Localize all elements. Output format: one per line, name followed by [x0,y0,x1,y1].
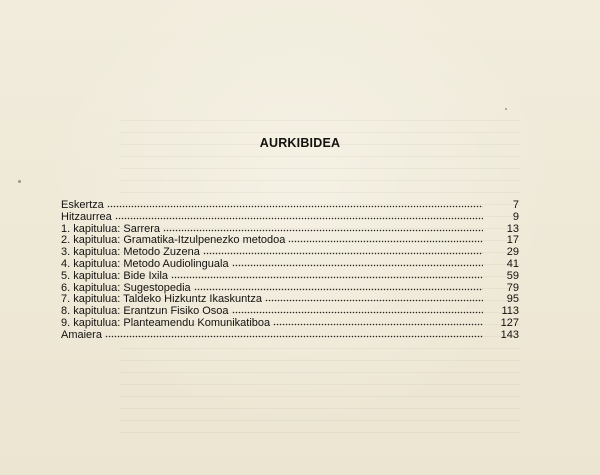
toc-dot-leader [273,317,483,326]
paper-speck [505,108,507,110]
toc-entry [61,211,519,223]
toc-entry [61,329,519,341]
toc-entry [61,246,519,258]
toc-entry-page: 143 [500,328,519,341]
toc-entry-label: 7. kapitulua: Taldeko Hizkuntz Ikaskuntza [61,293,262,306]
toc-dot-leader [194,282,483,291]
toc-dot-leader [203,246,483,255]
toc-entry [61,293,519,305]
toc-entry-label: 9. kapitulua: Planteamendu Komunikatiboa [61,316,271,329]
toc-entry-label: 5. kapitulua: Bide Ixila [61,269,169,282]
toc-entry [61,317,519,329]
toc-dot-leader [115,211,483,220]
toc-entry-page: 127 [500,316,519,329]
toc-title: AURKIBIDEA [259,136,341,150]
toc-entry-page: 41 [506,257,519,270]
toc-entry-page: 59 [506,269,519,282]
toc-dot-leader [163,223,483,232]
toc-dot-leader [288,234,483,243]
toc-entry-label: 8. kapitulua: Erantzun Fisiko Osoa [61,305,229,318]
toc-entry [61,234,519,246]
toc-entry [61,223,519,235]
toc-entry-page: 29 [506,246,519,259]
toc-dot-leader [171,270,483,279]
toc-entry-page: 9 [512,210,519,223]
paper-speck [18,180,21,183]
toc-dot-leader [232,305,483,314]
toc-entry-page: 79 [506,281,519,294]
toc-entry [61,270,519,282]
toc-dot-leader [265,293,483,302]
toc-entry [61,199,519,211]
toc-entry-label: Hitzaurrea [61,210,112,223]
toc-dot-leader [107,199,483,208]
toc-entry [61,305,519,317]
toc-entry-label: 4. kapitulua: Metodo Audiolinguala [61,257,229,270]
toc-entry-page: 95 [506,293,519,306]
toc-entry-page: 7 [512,199,519,211]
toc-entry-label: Eskertza [61,199,104,211]
toc-dot-leader [105,329,483,338]
toc-entry-label: Amaiera [61,328,102,341]
toc-entry-label: 6. kapitulua: Sugestopedia [61,281,191,294]
toc-entry-page: 17 [506,234,519,247]
toc-entry [61,282,519,294]
toc-dot-leader [232,258,483,267]
toc-entry [61,258,519,270]
toc-entry-label: 1. kapitulua: Sarrera [61,222,161,235]
toc-entry-page: 113 [501,305,519,318]
toc-entry-label: 2. kapitulua: Gramatika-Itzulpenezko metodoa [61,234,286,247]
toc-entry-label: 3. kapitulua: Metodo Zuzena [61,246,200,259]
table-of-contents [61,199,519,341]
toc-entry-page: 13 [506,222,519,235]
